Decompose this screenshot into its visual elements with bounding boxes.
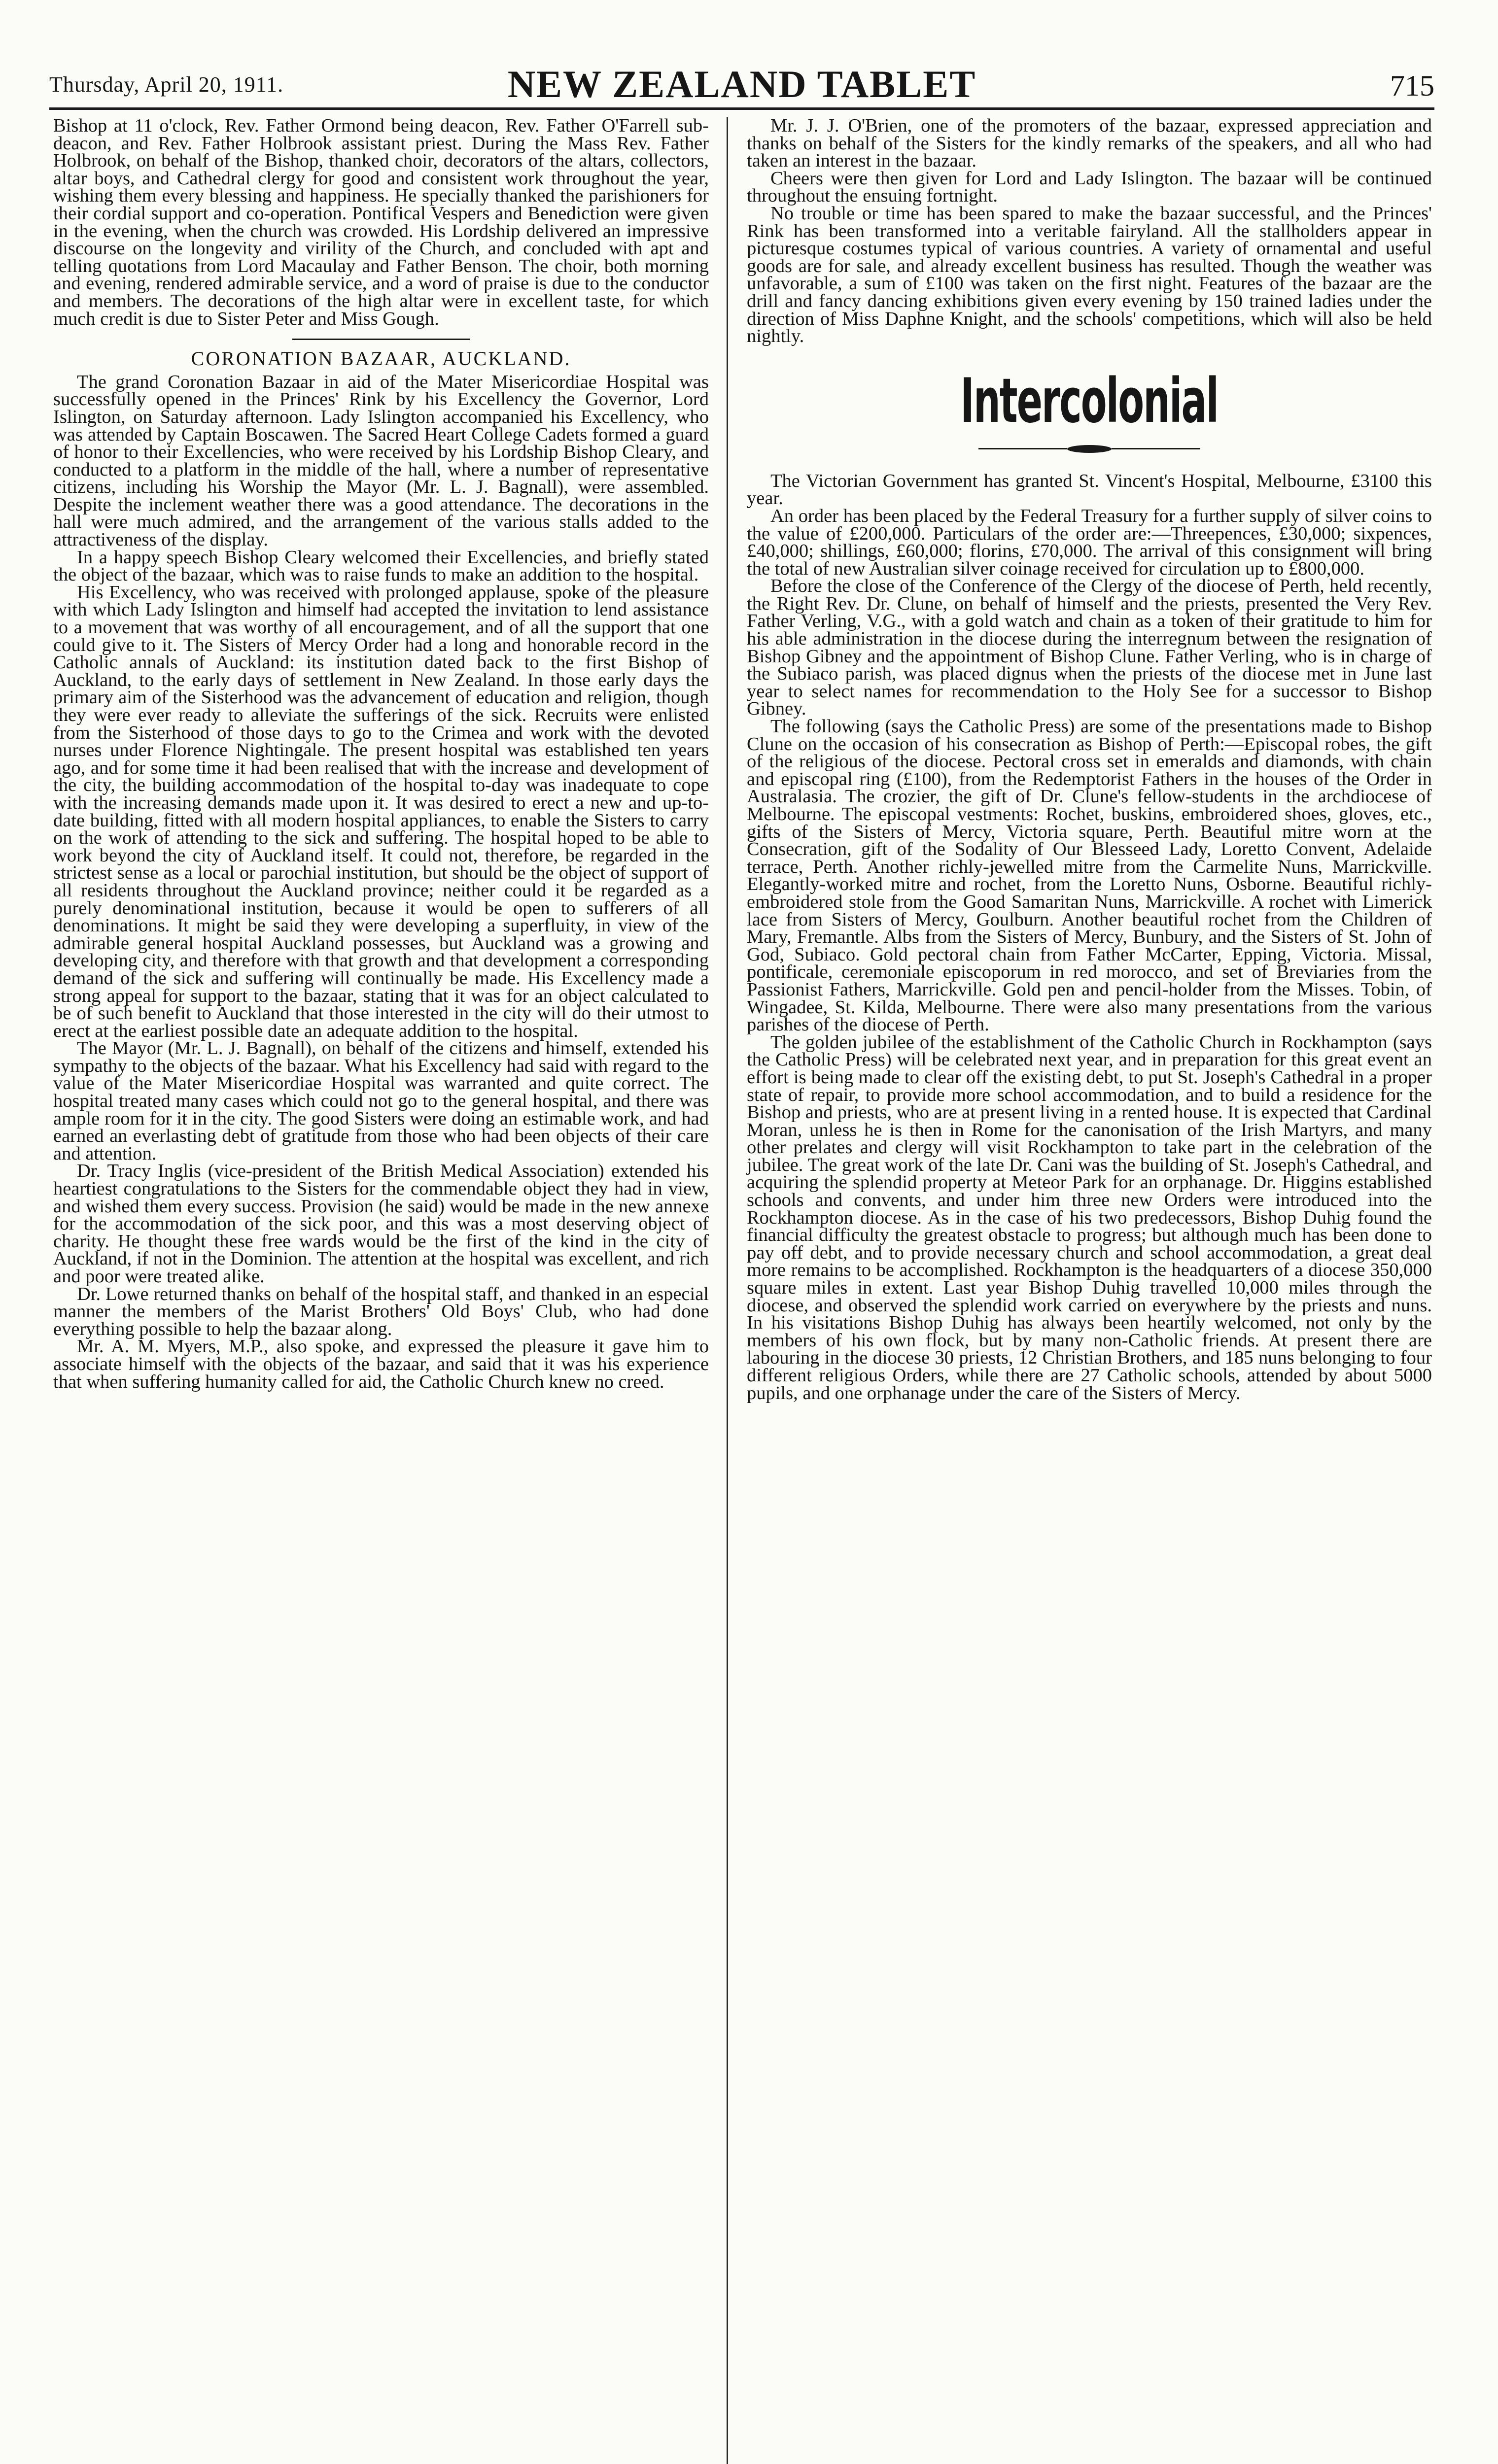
column-divider [727, 117, 728, 2464]
article-paragraph: Before the close of the Conference of the Clergy of the diocese of Perth, held recently, the Right Rev. Dr. Clune, on behalf of himself and the priests, presented the Very Rev. Father Verling, V.G., with a gold watch and chain as a token of their gratitude to him for his able administration in the diocese during the interregnum between the resignation of Bishop Gibney and the appointment of Bishop Clune. Father Verling, who is in charge of the Subiaco parish, was placed dignus when the priests of the diocese met in June last year to select names for recommendation to the Holy See for a successor to Bishop Gibney. [747, 576, 1432, 719]
article-paragraph: The Victorian Government has granted St. Vincent's Hospital, Melbourne, £3100 this year. [747, 470, 1432, 509]
ornamental-rule [747, 445, 1432, 453]
article-paragraph: Mr. J. J. O'Brien, one of the promoters of the bazaar, expressed appreciation and thanks on behalf of the Sisters for the kindly remarks of the speakers, and all who had taken an interest in the bazaar. [747, 115, 1432, 171]
left-column [53, 117, 709, 1391]
article-paragraph: The grand Coronation Bazaar in aid of the Mater Misericordiae Hospital was successfully opened in the Princes' Rink by his Excellency the Governor, Lord Islington, on Saturday afternoon. Lady Islington accompanied his Excellency, who was attended by Captain Boscawen. The Sacred Heart College Cadets formed a guard of honor to their Excellencies, who were received by his Lordship Bishop Cleary, and conducted to a platform in the middle of the hall, where a number of representative citizens, including his Worship the Mayor (Mr. L. J. Bagnall), were assembled. Despite the inclement weather there was a good attendance. The decorations in the hall were much admired, and the arrangement of the various stalls added to the attractiveness of the display. [53, 371, 709, 550]
ornament-bar [1112, 448, 1200, 449]
page-number: 715 [1390, 69, 1434, 102]
article-paragraph: In a happy speech Bishop Cleary welcomed their Excellencies, and briefly stated the object of the bazaar, which was to raise funds to make an addition to the hospital. [53, 547, 709, 585]
article-paragraph: Dr. Tracy Inglis (vice-president of the British Medical Association) extended his heartiest congratulations to the Sisters for the commendable object they had in view, and wished them every success. Provision (he said) would be made in the new annexe for the accommodation of the sick poor, and this was a most deserving object of charity. He thought these free wards would be the first of the kind in the city of Auckland, if not in the Dominion. The attention at the hospital was excellent, and rich and poor were treated alike. [53, 1161, 709, 1287]
article-paragraph: His Excellency, who was received with prolonged applause, spoke of the pleasure with which Lady Islington and himself had accepted the invitation to lend assistance to a movement that was worthy of all encouragement, and of all the support that one could give to it. The Sisters of Mercy Order had a long and honorable record in the Catholic annals of Auckland: its institution dated back to the first Bishop of Auckland, to the early days of settlement in New Zealand. In those early days the primary aim of the Sisterhood was the advancement of education and religion, though they were ever ready to alleviate the sufferings of the sick. Recruits were enlisted from the Sisterhood of those days to go to the Crimea and work with the devoted nurses under Florence Nightingale. The present hospital was established ten years ago, and for some time it had been realised that with the increase and development of the city, the building accommodation of the hospital to-day was inadequate to cope with the increasing demands made upon it. It was desired to erect a new and up-to-date building, fitted with all modern hospital appliances, to enable the Sisters to carry on the work of attending to the sick and suffering. The hospital hoped to be able to work beyond the city of Auckland itself. It could not, therefore, be regarded in the strictest sense as a local or parochial institution, but should be the object of support of all residents throughout the Auckland province; neither could it be regarded as a purely denominational institution, because it would be open to sufferers of all denominations. It might be said they were developing a superfluity, in view of the admirable general hospital Auckland possesses, but Auckland was a growing and developing city, and therefore with that growth and that development a corresponding demand of the sick and suffering will continually be made. His Excellency made a strong appeal for support to the bazaar, stating that it was for an object calculated to be of such benefit to Auckland that those interested in the city will do their utmost to erect at the earliest possible date an adequate addition to the hospital. [53, 582, 709, 1041]
article-continuation: Bishop at 11 o'clock, Rev. Father Ormond being deacon, Rev. Father O'Farrell sub-deacon, and Rev. Father Holbrook assistant priest. During the Mass Rev. Father Holbrook, on behalf of the Bishop, thanked choir, decorators of the altars, collectors, altar boys, and Cathedral clergy for good and consistent work throughout the year, wishing them every blessing and happiness. He specially thanked the parishioners for their cordial support and co-operation. Pontifical Vespers and Benediction were given in the evening, when the church was crowded. His Lordship delivered an impressive discourse on the longevity and virility of the Church, and concluded with apt and telling quotations from Lord Macaulay and Father Benson. The choir, both morning and evening, rendered admirable service, and a word of praise is due to the conductor and members. The decorations of the high altar were in excellent taste, for which much credit is due to Sister Peter and Miss Gough. [53, 115, 709, 329]
section-header-intercolonial [747, 364, 1432, 438]
article-paragraph: Dr. Lowe returned thanks on behalf of the hospital staff, and thanked in an especial manner the members of the Marist Brothers' Old Boys' Club, who had done everything possible to help the bazaar along. [53, 1283, 709, 1339]
masthead [49, 65, 1434, 109]
section-rule [292, 339, 470, 340]
article-paragraph: The Mayor (Mr. L. J. Bagnall), on behalf of the citizens and himself, extended his sympathy to the objects of the bazaar. What his Excellency had said with regard to the value of the Mater Misericordiae Hospital was warranted and quite correct. The hospital treated many cases which could not go to the general hospital, and there was ample room for it in the city. The good Sisters were doing an estimable work, and had earned an everlasting debt of gratitude from those who had been objects of their care and attention. [53, 1038, 709, 1164]
ornament-bar [978, 448, 1067, 449]
article-paragraph: Mr. A. M. Myers, M.P., also spoke, and expressed the pleasure it gave him to associate himself with the objects of the bazaar, and said that it was his experience that when suffering humanity called for aid, the Catholic Church knew no creed. [53, 1336, 709, 1392]
issue-date: Thursday, April 20, 1911. [49, 72, 284, 97]
article-paragraph: No trouble or time has been spared to make the bazaar successful, and the Princes' Rink has been transformed into a veritable fairyland. All the stallholders appear in picturesque costumes typical of various countries. A variety of ornamental and useful goods are for sale, and already excellent business has resulted. Though the weather was unfavorable, a sum of £100 was taken on the first night. Features of the bazaar are the drill and fancy dancing exhibitions given every evening by 150 trained ladies under the direction of Miss Daphne Knight, and the schools' competitions, which will also be held nightly. [747, 203, 1432, 347]
ornament-center [1067, 445, 1112, 453]
section-title-intercolonial: Intercolonial [960, 365, 1219, 437]
article-paragraph: Cheers were then given for Lord and Lady Islington. The bazaar will be continued throughout the ensuing fortnight. [747, 168, 1432, 206]
right-column [747, 117, 1432, 1402]
masthead-rule [49, 107, 1434, 110]
article-paragraph: The golden jubilee of the establishment of the Catholic Church in Rockhampton (says the Catholic Press) will be celebrated next year, and in preparation for this great event an effort is being made to clear off the existing debt, to put St. Joseph's Cathedral in a proper state of repair, to provide more school accommodation, and to build a residence for the Bishop and priests, who are at present living in a rented house. It is expected that Cardinal Moran, unless he is then in Rome for the canonisation of the Irish Martyrs, and many other prelates and clergy will visit Rockhampton to take part in the celebration of the jubilee. The great work of the late Dr. Cani was the building of St. Joseph's Cathedral, and acquiring the splendid property at Meteor Park for an orphanage. Dr. Higgins established schools and convents, and under him three new Orders were introduced into the Rockhampton diocese. As in the case of his two predecessors, Bishop Duhig found the financial difficulty the greatest obstacle to progress; but although much has been done to pay off debt, and to provide necessary church and school accommodation, a great deal more remains to be accomplished. Rockhampton is the headquarters of a diocese 350,000 square miles in extent. Last year Bishop Duhig travelled 10,000 miles through the diocese, and observed the splendid work carried on everywhere by the priests and nuns. In his visitations Bishop Duhig has always been heartily welcomed, not only by the members of his own flock, but by many non-Catholic friends. At present there are labouring in the diocese 30 priests, 12 Christian Brothers, and 185 nuns belonging to four different religious Orders, while there are 27 Catholic schools, attended by about 5000 pupils, and one orphanage under the care of the Sisters of Mercy. [747, 1031, 1432, 1403]
article-paragraph: The following (says the Catholic Press) are some of the presentations made to Bishop Clune on the occasion of his consecration as Bishop of Perth:—Episcopal robes, the gift of the religious of the diocese. Pectoral cross set in emeralds and diamonds, with chain and episcopal ring (£100), from the Redemptorist Fathers in the houses of the Order in Australasia. The crozier, the gift of Dr. Clune's fellow-students in the archdiocese of Melbourne. The episcopal vestments: Rochet, buskins, embroidered shoes, gloves, etc., gifts of the Sisters of Mercy, Victoria square, Perth. Beautiful mitre worn at the Consecration, gift of the Sodality of Our Blesseed Lady, Loretto Convent, Adelaide terrace, Perth. Another richly-jewelled mitre from the Carmelite Nuns, Marrickville. Elegantly-worked mitre and rochet, from the Loretto Nuns, Osborne. Beautiful richly-embroidered stole from the Good Samaritan Nuns, Marrickville. A rochet with Limerick lace from Sisters of Mercy, Goulburn. Another beautiful rochet from the Children of Mary, Fremantle. Albs from the Sisters of Mercy, Bunbury, and the Sisters of St. John of God, Subiaco. Gold pectoral chain from Father McCarter, Epping, Victoria. Missal, pontificale, ceremoniale episcoporum in red morocco, and set of Breviaries from the Passionist Fathers, Marrickville. Gold pen and pencil-holder from the Misses. Tobin, of Wingadee, St. Kilda, Melbourne. There were also many presentations from the various parishes of the diocese of Perth. [747, 716, 1432, 1035]
section-heading-coronation-bazaar: CORONATION BAZAAR, AUCKLAND. [191, 347, 571, 370]
publication-title: NEW ZEALAND TABLET [507, 63, 976, 105]
article-paragraph: An order has been placed by the Federal Treasury for a further supply of silver coins to the value of £200,000. Particulars of the order are:—Threepences, £30,000; sixpences, £40,000; shillings, £60,000; florins, £70,000. The arrival of this consignment will bring the total of new Australian silver coinage received for circulation up to £800,000. [747, 505, 1432, 579]
